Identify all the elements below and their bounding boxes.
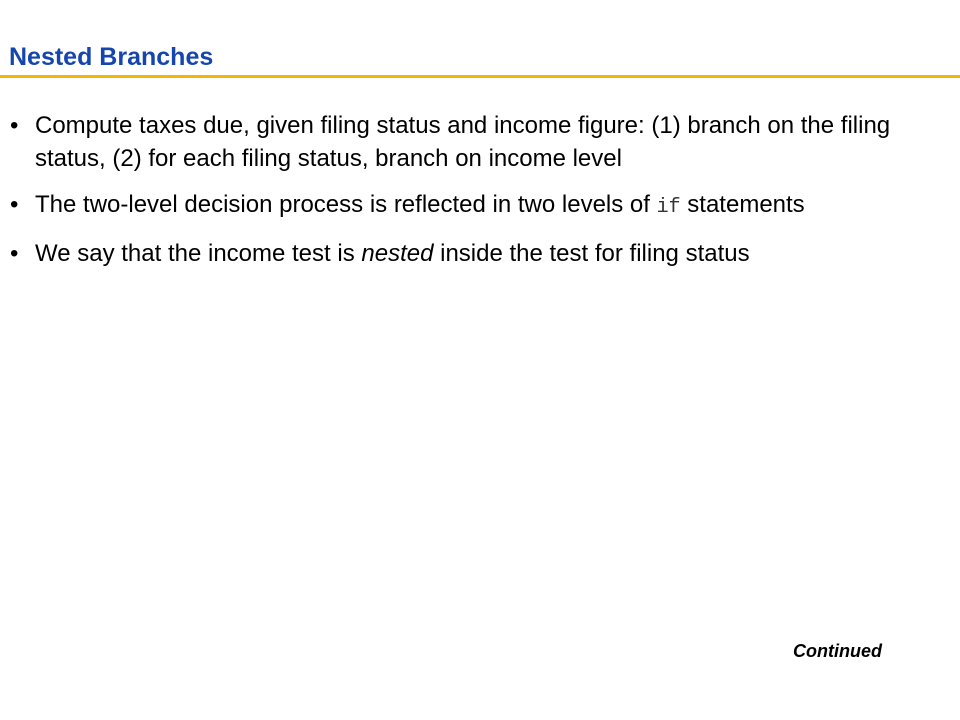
bullet-text-before: The two-level decision process is reflected in two levels of [35,191,657,218]
bullet-text-after: inside the test for filing status [433,240,750,267]
continued-label: Continued [793,641,882,661]
bullet-item-nested-test [10,237,910,270]
emphasized-word-nested: nested [361,240,434,267]
title-underline-rule [0,75,960,78]
bullet-text: Compute taxes due, given filing status and income figure: (1) branch on the filing status, (2) for each filing status, branch on income level [35,112,891,172]
code-keyword-if: if [656,196,681,219]
bullet-text-after: statements [680,191,805,218]
bullet-marker: • [10,112,19,139]
bullet-marker: • [10,191,19,218]
bullet-list [10,109,910,283]
bullet-item-compute-taxes [10,109,910,175]
slide-title: Nested Branches [9,43,214,71]
bullet-item-two-level-decision [10,188,910,224]
bullet-text-before: We say that the income test is [35,240,362,267]
bullet-marker: • [10,240,19,267]
